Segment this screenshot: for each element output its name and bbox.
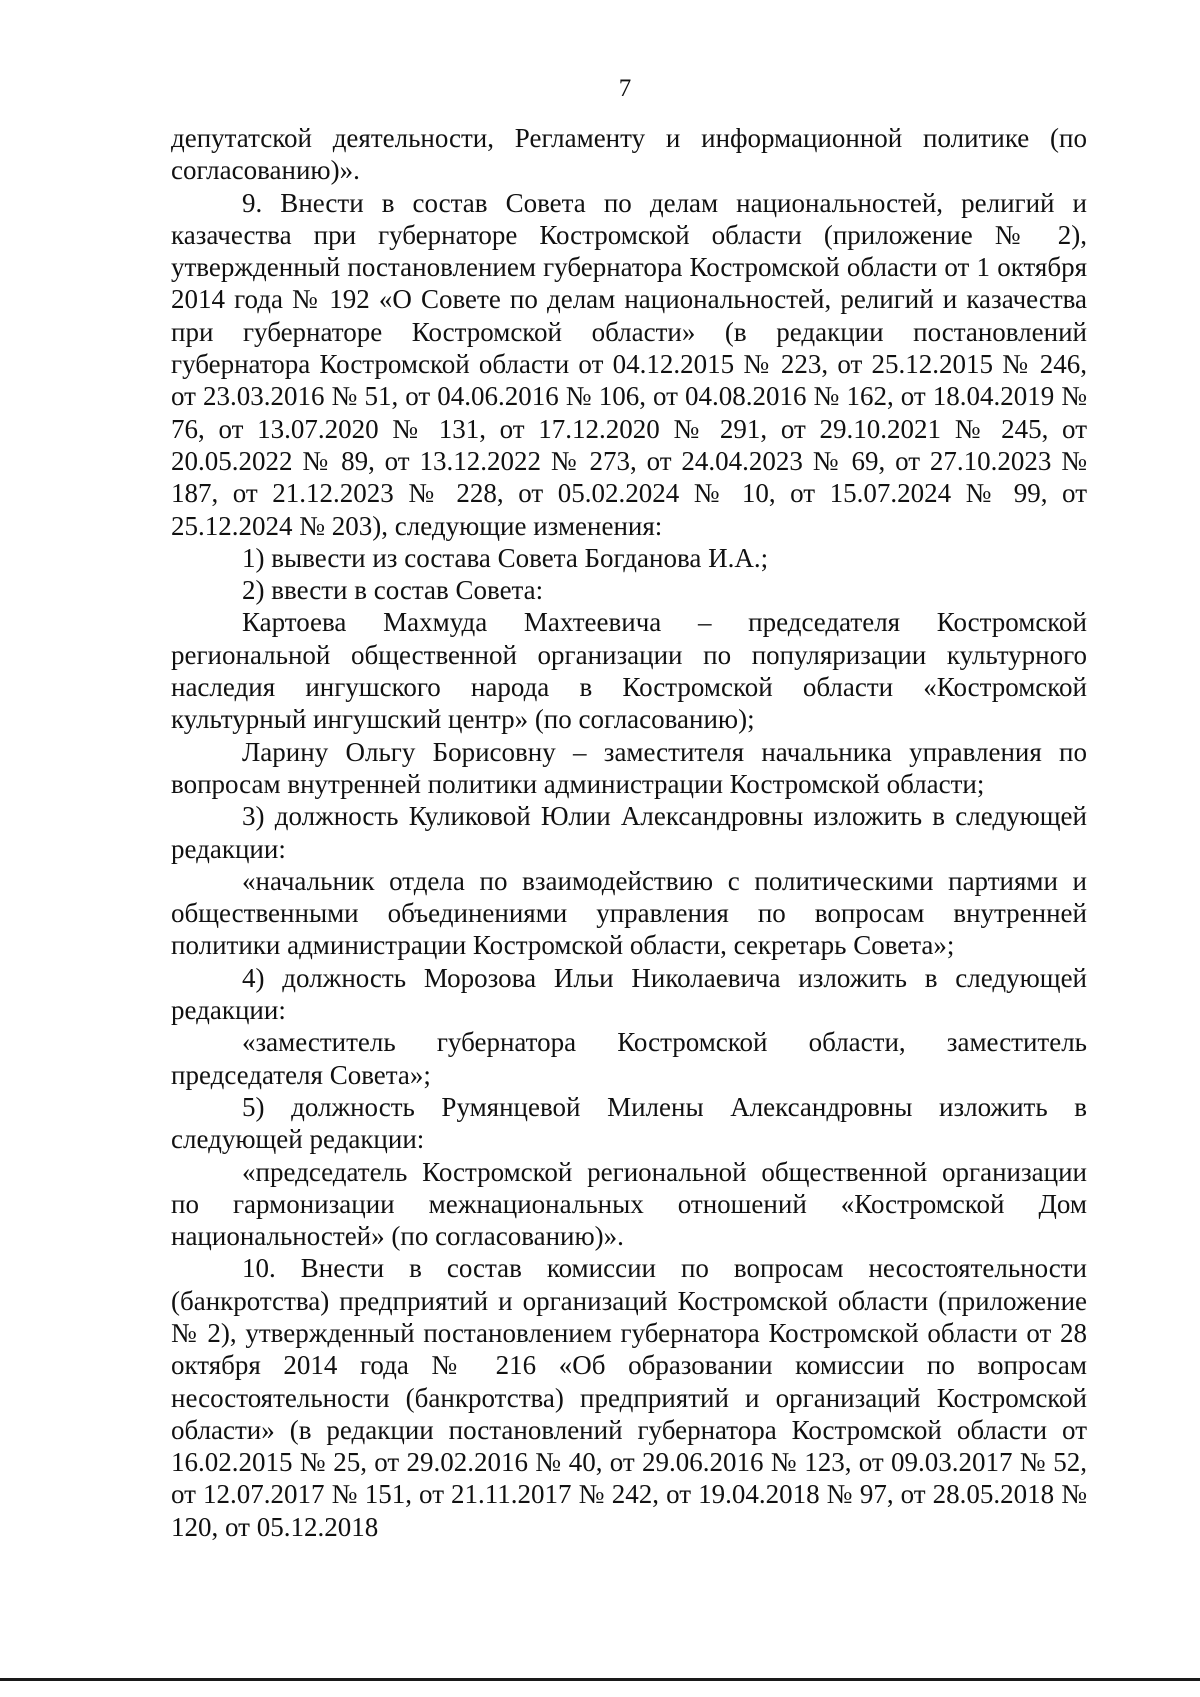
paragraph-subitem-4: 4) должность Морозова Ильи Николаевича изложить в следующей редакции: bbox=[171, 962, 1087, 1026]
paragraph-item-9: 9. Внести в состав Совета по делам национальностей, религий и казачества при губернаторе Костромской области (приложение № 2), утвержденный постановлением губернатора Костромской области от 1 октября 2014 года № 192 «О Совете по делам национальностей, религий и казачества при губернаторе Костромской области» (в редакции постановлений губернатора Костромской области от 04.12.2015 № 223, от 25.12.2015 № 246, от 23.03.2016 № 51, от 04.06.2016 № 106, от 04.08.2016 № 162, от 18.04.2019 № 76, от 13.07.2020 № 131, от 17.12.2020 № 291, от 29.10.2021 № 245, от 20.05.2022 № 89, от 13.12.2022 № 273, от 24.04.2023 № 69, от 27.10.2023 № 187, от 21.12.2023 № 228, от 05.02.2024 № 10, от 15.07.2024 № 99, от 25.12.2024 № 203), следующие изменения: bbox=[171, 187, 1087, 541]
document-body bbox=[171, 122, 1087, 1543]
paragraph-member-larina: Ларину Ольгу Борисовну – заместителя начальника управления по вопросам внутренней политики администрации Костромской области; bbox=[171, 736, 1087, 799]
scan-bottom-edge bbox=[0, 1678, 1200, 1681]
paragraph-item-10: 10. Внести в состав комиссии по вопросам несостоятельности (банкротства) предприятий и организаций Костромской области (приложение № 2), утвержденный постановлением губернатора Костромской области от 28 октября 2014 года № 216 «Об образовании комиссии по вопросам несостоятельности (банкротства) предприятий и организаций Костромской области» (в редакции постановлений губернатора Костромской области от 16.02.2015 № 25, от 29.02.2016 № 40, от 29.06.2016 № 123, от 09.03.2017 № 52, от 12.07.2017 № 151, от 21.11.2017 № 242, от 19.04.2018 № 97, от 28.05.2018 № 120, от 05.12.2018 bbox=[171, 1253, 1087, 1542]
page-number: 7 bbox=[618, 75, 632, 102]
paragraph-subitem-3: 3) должность Куликовой Юлии Александровны изложить в следующей редакции: bbox=[171, 801, 1087, 864]
paragraph-continuation: депутатской деятельности, Регламенту и информационной политике (по согласованию)». bbox=[171, 123, 1087, 186]
paragraph-member-kartoev: Картоева Махмуда Махтеевича – председателя Костромской региональной общественной организации по популяризации культурного наследия ингушского народа в Костромской области «Костромской культурный ингушский центр» (по согласованию); bbox=[171, 607, 1087, 735]
paragraph-quote-rumyantseva: «председатель Костромской региональной общественной организации по гармонизации межнациональных отношений «Костромской Дом национальностей» (по согласованию)». bbox=[171, 1156, 1087, 1252]
paragraph-quote-morozov: «заместитель губернатора Костромской области, заместитель председателя Совета»; bbox=[171, 1027, 1087, 1090]
paragraph-subitem-2: 2) ввести в состав Совета: bbox=[242, 575, 544, 606]
paragraph-subitem-1: 1) вывести из состава Совета Богданова И.А.; bbox=[242, 542, 769, 573]
paragraph-subitem-5: 5) должность Румянцевой Милены Александровны изложить в следующей редакции: bbox=[171, 1091, 1087, 1155]
paragraph-quote-kulikova: «начальник отдела по взаимодействию с политическими партиями и общественными объединениями управления по вопросам внутренней политики администрации Костромской области, секретарь Совета»; bbox=[171, 865, 1087, 961]
